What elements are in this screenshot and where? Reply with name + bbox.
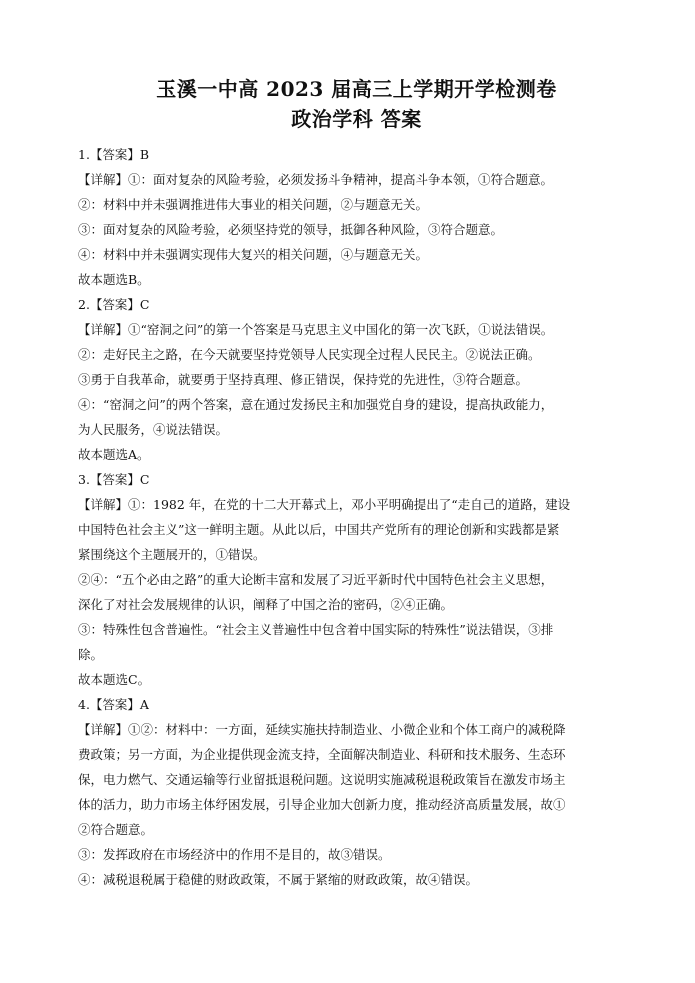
explanation-line: 深化了对社会发展规律的认识，阐释了中国之治的密码，②④正确。: [78, 597, 454, 612]
explanation-line: ③勇于自我革命，就要勇于坚持真理、修正错误，保持党的先进性，③符合题意。: [78, 372, 529, 387]
explanation-line: 为人民服务，④说法错误。: [78, 422, 229, 437]
document-title: 玉溪一中高 2023 届高三上学期开学检测卷: [156, 77, 557, 101]
explanation-line: 中国特色社会主义”这一鲜明主题。从此以后，中国共产党所有的理论创新和实践都是紧: [78, 522, 560, 537]
explanation-line: ③：特殊性包含普遍性。“社会主义普遍性中包含着中国实际的特殊性”说法错误，③排: [78, 622, 554, 637]
explanation-line: 【详解】①：1982 年，在党的十二大开幕式上，邓小平明确提出了“走自己的道路，建设: [78, 497, 571, 512]
explanation-line: ②④：“五个必由之路”的重大论断丰富和发展了习近平新时代中国特色社会主义思想，: [78, 572, 554, 587]
answer-header-2: 2.【答案】C: [78, 297, 150, 312]
conclusion-line: 故本题选B。: [78, 272, 150, 287]
explanation-line: ②：材料中并未强调推进伟大事业的相关问题，②与题意无关。: [78, 197, 429, 212]
explanation-line: 【详解】①“窑洞之问”的第一个答案是马克思主义中国化的第一次飞跃，①说法错误。: [78, 322, 554, 337]
explanation-line: 保，电力燃气、交通运输等行业留抵退税问题。这说明实施减税退税政策旨在激发市场主: [78, 772, 566, 787]
answer-body: [78, 142, 635, 892]
conclusion-line: 故本题选A。: [78, 447, 150, 462]
answer-header-4: 4.【答案】A: [78, 697, 149, 712]
document-subtitle: 政治学科 答案: [291, 107, 422, 131]
explanation-line: 费政策；另一方面，为企业提供现金流支持，全面解决制造业、科研和技术服务、生态环: [78, 747, 566, 762]
conclusion-line: 故本题选C。: [78, 672, 151, 687]
explanation-line: 除。: [78, 647, 104, 662]
answer-header-1: 1.【答案】B: [78, 147, 150, 162]
explanation-line: 【详解】①②：材料中：一方面，延续实施扶持制造业、小微企业和个体工商户的减税降: [78, 722, 566, 737]
explanation-line: ④：减税退税属于稳健的财政政策，不属于紧缩的财政政策，故④错误。: [78, 872, 479, 887]
explanation-line: ③：面对复杂的风险考验，必须坚持党的领导，抵御各种风险，③符合题意。: [78, 222, 504, 237]
explanation-line: ②：走好民主之路，在今天就要坚持党领导人民实现全过程人民民主。②说法正确。: [78, 347, 541, 362]
explanation-line: ④：材料中并未强调实现伟大复兴的相关问题，④与题意无关。: [78, 247, 429, 262]
answer-header-3: 3.【答案】C: [78, 472, 150, 487]
explanation-line: ④：“窑洞之问”的两个答案，意在通过发扬民主和加强党自身的建设，提高执政能力，: [78, 397, 554, 412]
explanation-line: 体的活力，助力市场主体纾困发展，引导企业加大创新力度，推动经济高质量发展，故①: [78, 797, 566, 812]
explanation-line: 【详解】①：面对复杂的风险考验，必须发扬斗争精神，提高斗争本领，①符合题意。: [78, 172, 554, 187]
explanation-line: 紧围绕这个主题展开的，①错误。: [78, 547, 266, 562]
explanation-line: ②符合题意。: [78, 822, 154, 837]
explanation-line: ③：发挥政府在市场经济中的作用不是目的，故③错误。: [78, 847, 391, 862]
